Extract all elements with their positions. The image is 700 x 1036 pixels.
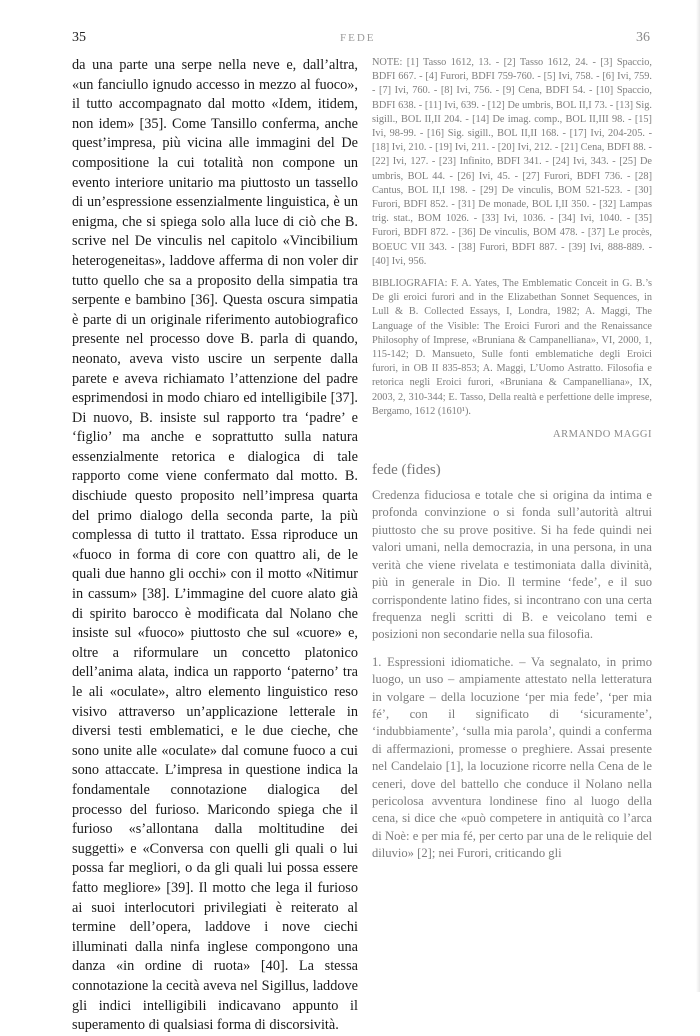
entry-author: ARMANDO MAGGI bbox=[553, 429, 652, 441]
entry-paragraph-definition: Credenza fiduciosa e totale che si origina da intima e profonda convinzione o si fonda sull’autorità altrui piuttosto che su prove positive. Si ha fede quindi nei valori umani, nella democrazia, in una persona, in una verità che viene rivelata e testimoniata dalla divinità, più in generale in Dio. Il termine ‘fede’, e il suo corrispondente latino fides, si incontrano con una certa frequenza negli scritti di B. e veicolano temi e posizioni non secondarie nella sua filosofia. bbox=[372, 488, 652, 642]
left-page-number: 35 bbox=[72, 30, 86, 45]
left-column-text: da una parte una serpe nella neve e, dall’altra, «un fanciullo ignudo accesso in mezzo al fuoco», il tutto accompagnato dal motto «Idem, itidem, non idem» [35]. Come Tansillo conferma, anche quest’impresa, più vicina alle immagini del De compositione la cui totalità non compone un evento interiore unitario ma piuttosto un tassello di un’espressione essenzialmente linguistica, è un enigma, che si spiega solo alla luce di ciò che B. scrive nel De vinculis nel capitolo «Vincibilium heterogeneitas», laddove afferma di non voler dir tutto quello che sa a proposito della simpatia tra serpente e bambino [36]. Questa oscura simpatia è parte di un originale riferimento autobiografico presente nel processo dove B. parla di quando, neonato, aveva visto uscire un serpente dalla parete e aveva richiamato l’attenzione del padre esprimendosi in modo chiaro ed intelligibile [37]. Di nuovo, B. insiste sul rapporto tra ‘padre’ e ‘figlio’ ma anche e soprattutto sulla natura essenzialmente retorica e dialogica di tale rapporto come viene confermato dal motto. B. dischiude questo proposito nell’impresa quarta del primo dialogo della seconda parte, la più complessa di tutto il trattato. Essa riproduce un «fuoco in forma di core con quattro ali, de le quali due hanno gli occhi» con il motto «Nitimur in cassum» [38]. L’immagine del cuore alato già di spirito barocco è modificata dal Nolano che insiste sul «fuoco» piuttosto che sul «cuore» e, oltre a riformulare un concetto platonico dell’anima alata, indica un rapporto ‘paterno’ tra le ali «oculate», altro elemento linguistico reso visivo attraverso un’applicazione letterale in diversi testi emblematici, e le due cieche, che sono unite alle «oculate» dal comune fuoco a cui sono attaccate. L’impresa in questione indica la fondamentale connotazione dialogica del processo del furioso. Maricondo spiega che il furioso «s’allontana dalla moltitudine dei suggetti» e «Conversa con quelli gli quali o lui possa far megliori, o da gli quali lui possa essere fatto megliore» [39]. Il motto che lega il furioso ai suoi interlocutori privilegiati è reiterato al termine dell’opera, laddove i nove ciechi illuminati dalla ninfa inglese compongono una danza «in ordine di ruota» [40]. La stessa connotazione la cecità aveva nel Sigillus, laddove gli indici intelligibili indicavano appunto il superamento di qualsiasi forma di discorsività. bbox=[72, 57, 358, 1034]
notes-section: NOTE: [1] Tasso 1612, 13. - [2] Tasso 1612, 24. - [3] Spaccio, BDFI 667. - [4] Furori, BDFI 759-760. - [5] Ivi, 758. - [6] Ivi, 759. - [7] Ivi, 760. - [8] Ivi, 756. - [9] Cena, BDFI 54. - [10] Spaccio, BDFI 638. - [11] Ivi, 639. - [12] De umbris, BOL II,I 73. - [13] Sig. sigill., BOL II,II 204. - [14] De imag. comp., BOL II,III 98. - [15] Ivi, 98-99. - [16] Sig. sigill., BOL II,II 168. - [17] Ivi, 204-205. - [18] Ivi, 210. - [19] Ivi, 211. - [20] Ivi, 212. - [21] Cena, BDFI 88. - [22] Ivi, 127. - [23] Infinito, BDFI 341. - [24] Ivi, 343. - [25] De umbris, BOL 44. - [26] Ivi, 45. - [27] Furori, BDFI 736. - [28] Cantus, BOL II,I 198. - [29] De vinculis, BOM 521-523. - [30] Furori, BDFI 852. - [31] De monade, BOL I,II 350. - [32] Lampas trig. stat., BOM 1026. - [33] Ivi, 1036. - [34] Ivi, 1040. - [35] Furori, BDFI 872. - [36] De vinculis, BOM 478. - [37] Le procès, BOEUC VII 343. - [38] Furori, BDFI 887. - [39] Ivi, 888-889. - [40] Ivi, 956. bbox=[372, 57, 652, 267]
bibliography-section: BIBLIOGRAFIA: F. A. Yates, The Emblematic Conceit in G. B.’s De gli eroici furori and in the Elizabethan Sonnet Sequences, in Lull & B. Collected Essays, I, Londra, 1982; A. Maggi, The Language of the Visible: The Eroici Furori and the Renaissance Philosophy of Imprese, «Bruniana & Campanelliana», VI, 2000, 1, 115-142; D. Mansueto, Sulle fonti emblematiche degli Eroici furori, in OB II 835-853; A. Maggi, L’Uomo Astratto. Filosofia e retorica negli Eroici furori, «Bruniana & Campanelliana», IX, 2003, 2, 310-344; E. Tasso, Della realtà e perfettione delle imprese, Bergamo, 1612 (1610¹). bbox=[372, 278, 652, 417]
running-head: FEDE bbox=[340, 32, 376, 44]
left-column bbox=[72, 56, 358, 1036]
right-page-number: 36 bbox=[636, 30, 650, 45]
page-edge-shadow bbox=[696, 0, 700, 992]
entry-paragraph-idioms: 1. Espressioni idiomatiche. – Va segnalato, in primo luogo, un uso – ampiamente attestato nella letteratura in volgare – della locuzione ‘per mia fede’, ‘per mia fé’, con il significato di ‘sicuramente’, ‘indubbiamente’, ‘sulla mia parola’, quindi a conferma di affermazioni, promesse o preghiere. Assai presente nel Candelaio [1], la locuzione ricorre nella Cena de le ceneri, dove del battello che conduce il Nolano nella pericolosa avventura londinese fino al luogo della cena, si dice che «può competere in antiquità co l’arca di Noè: e per mia fé, per certo par una de le reliquie del diluvio» [2]; nei Furori, criticando gli bbox=[372, 654, 652, 861]
right-column bbox=[372, 56, 652, 863]
entry-heading: fede (fides) bbox=[372, 462, 441, 479]
